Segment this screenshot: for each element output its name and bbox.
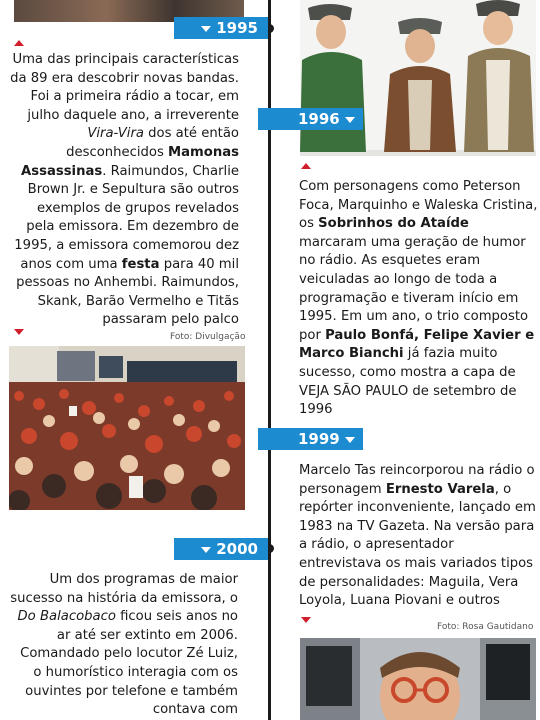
marker-down-icon	[14, 329, 24, 335]
year-label: 1999	[298, 430, 340, 448]
text-segment: dos até então desconhecidos	[66, 126, 239, 160]
year-tag-1995	[174, 17, 268, 39]
year-tag-1999	[258, 428, 363, 450]
year-label: 2000	[216, 540, 258, 558]
year-label: 1995	[216, 19, 258, 37]
marker-down-icon	[301, 617, 311, 623]
group-name: Sobrinhos do Ataíde	[318, 216, 469, 232]
chevron-down-icon	[345, 437, 355, 443]
text-segment: já fazia muito sucesso, como mostra a capa de VEJA SÃO PAULO de setembro de 1996	[299, 346, 517, 418]
trio-photo	[300, 0, 536, 156]
program-title: Do Balacobaco	[17, 609, 116, 625]
text-1999	[299, 462, 539, 611]
tas-photo	[300, 638, 536, 720]
photo-credit: Foto: Rosa Gautidano	[437, 622, 534, 632]
text-segment: para 40 mil pessoas no Anhembi. Raimundos, Skank, Barão Vermelho e Titãs passaram pelo palco	[16, 256, 239, 328]
text-segment: . Raimundos, Charlie Brown Jr. e Sepultura são outros exemplos de grupos revelados pela emissora. Em dezembro de 1995, a emissora comemorou dez anos com uma	[14, 163, 239, 272]
text-segment: marcaram uma geração de humor no rádio. As esquetes eram veiculadas ao longo de toda a programação e tiveram início em 1995. Em um ano, o trio composto por	[299, 234, 529, 343]
text-segment: Marcelo Tas reincorporou na rádio o personagem	[299, 463, 535, 497]
text-1996	[299, 178, 539, 420]
crowd-photo	[9, 346, 245, 510]
character-name: Ernesto Varela	[385, 481, 495, 497]
chevron-down-icon	[201, 26, 211, 32]
chevron-down-icon	[201, 547, 211, 553]
year-label: 1996	[298, 110, 340, 128]
highlight-word: festa	[121, 256, 160, 272]
marker-up-icon	[301, 163, 311, 169]
chevron-down-icon	[345, 117, 355, 123]
year-tag-1996	[258, 108, 363, 130]
band-name: Mamonas Assassinas	[21, 144, 239, 179]
text-1995	[6, 51, 239, 330]
text-segment: Um dos programas de maior sucesso na história da emissora, o	[10, 572, 238, 606]
year-tag-2000	[174, 538, 268, 560]
text-segment: Uma das principais características da 89 era descobrir novas bandas. Foi a primeira rádio a tocar, em julho daquele ano, a irreverente	[10, 52, 239, 123]
text-segment: Com personagens como Peterson Foca, Marquinho e Waleska Cristina, os	[299, 179, 538, 232]
song-title: Vira-Vira	[87, 126, 144, 142]
marker-up-icon	[14, 40, 24, 46]
cast-names: Paulo Bonfá, Felipe Xavier e Marco Bianchi	[299, 327, 535, 362]
text-segment: , o repórter inconveniente, lançado em 1983 na TV Gazeta. Na versão para a rádio, o apresentador entrevistava os mais variados tipos de personalidades: Maguila, Vera Loyola, Luana Piovani e outros	[299, 481, 536, 609]
text-segment: ficou seis anos no ar até ser extinto em 2006. Comandado pelo locutor Zé Luiz, o humorístico interagia com os ouvintes por telefone e também contava com	[20, 609, 238, 718]
photo-credit: Foto: Divulgação	[170, 332, 246, 342]
text-2000	[10, 571, 238, 720]
